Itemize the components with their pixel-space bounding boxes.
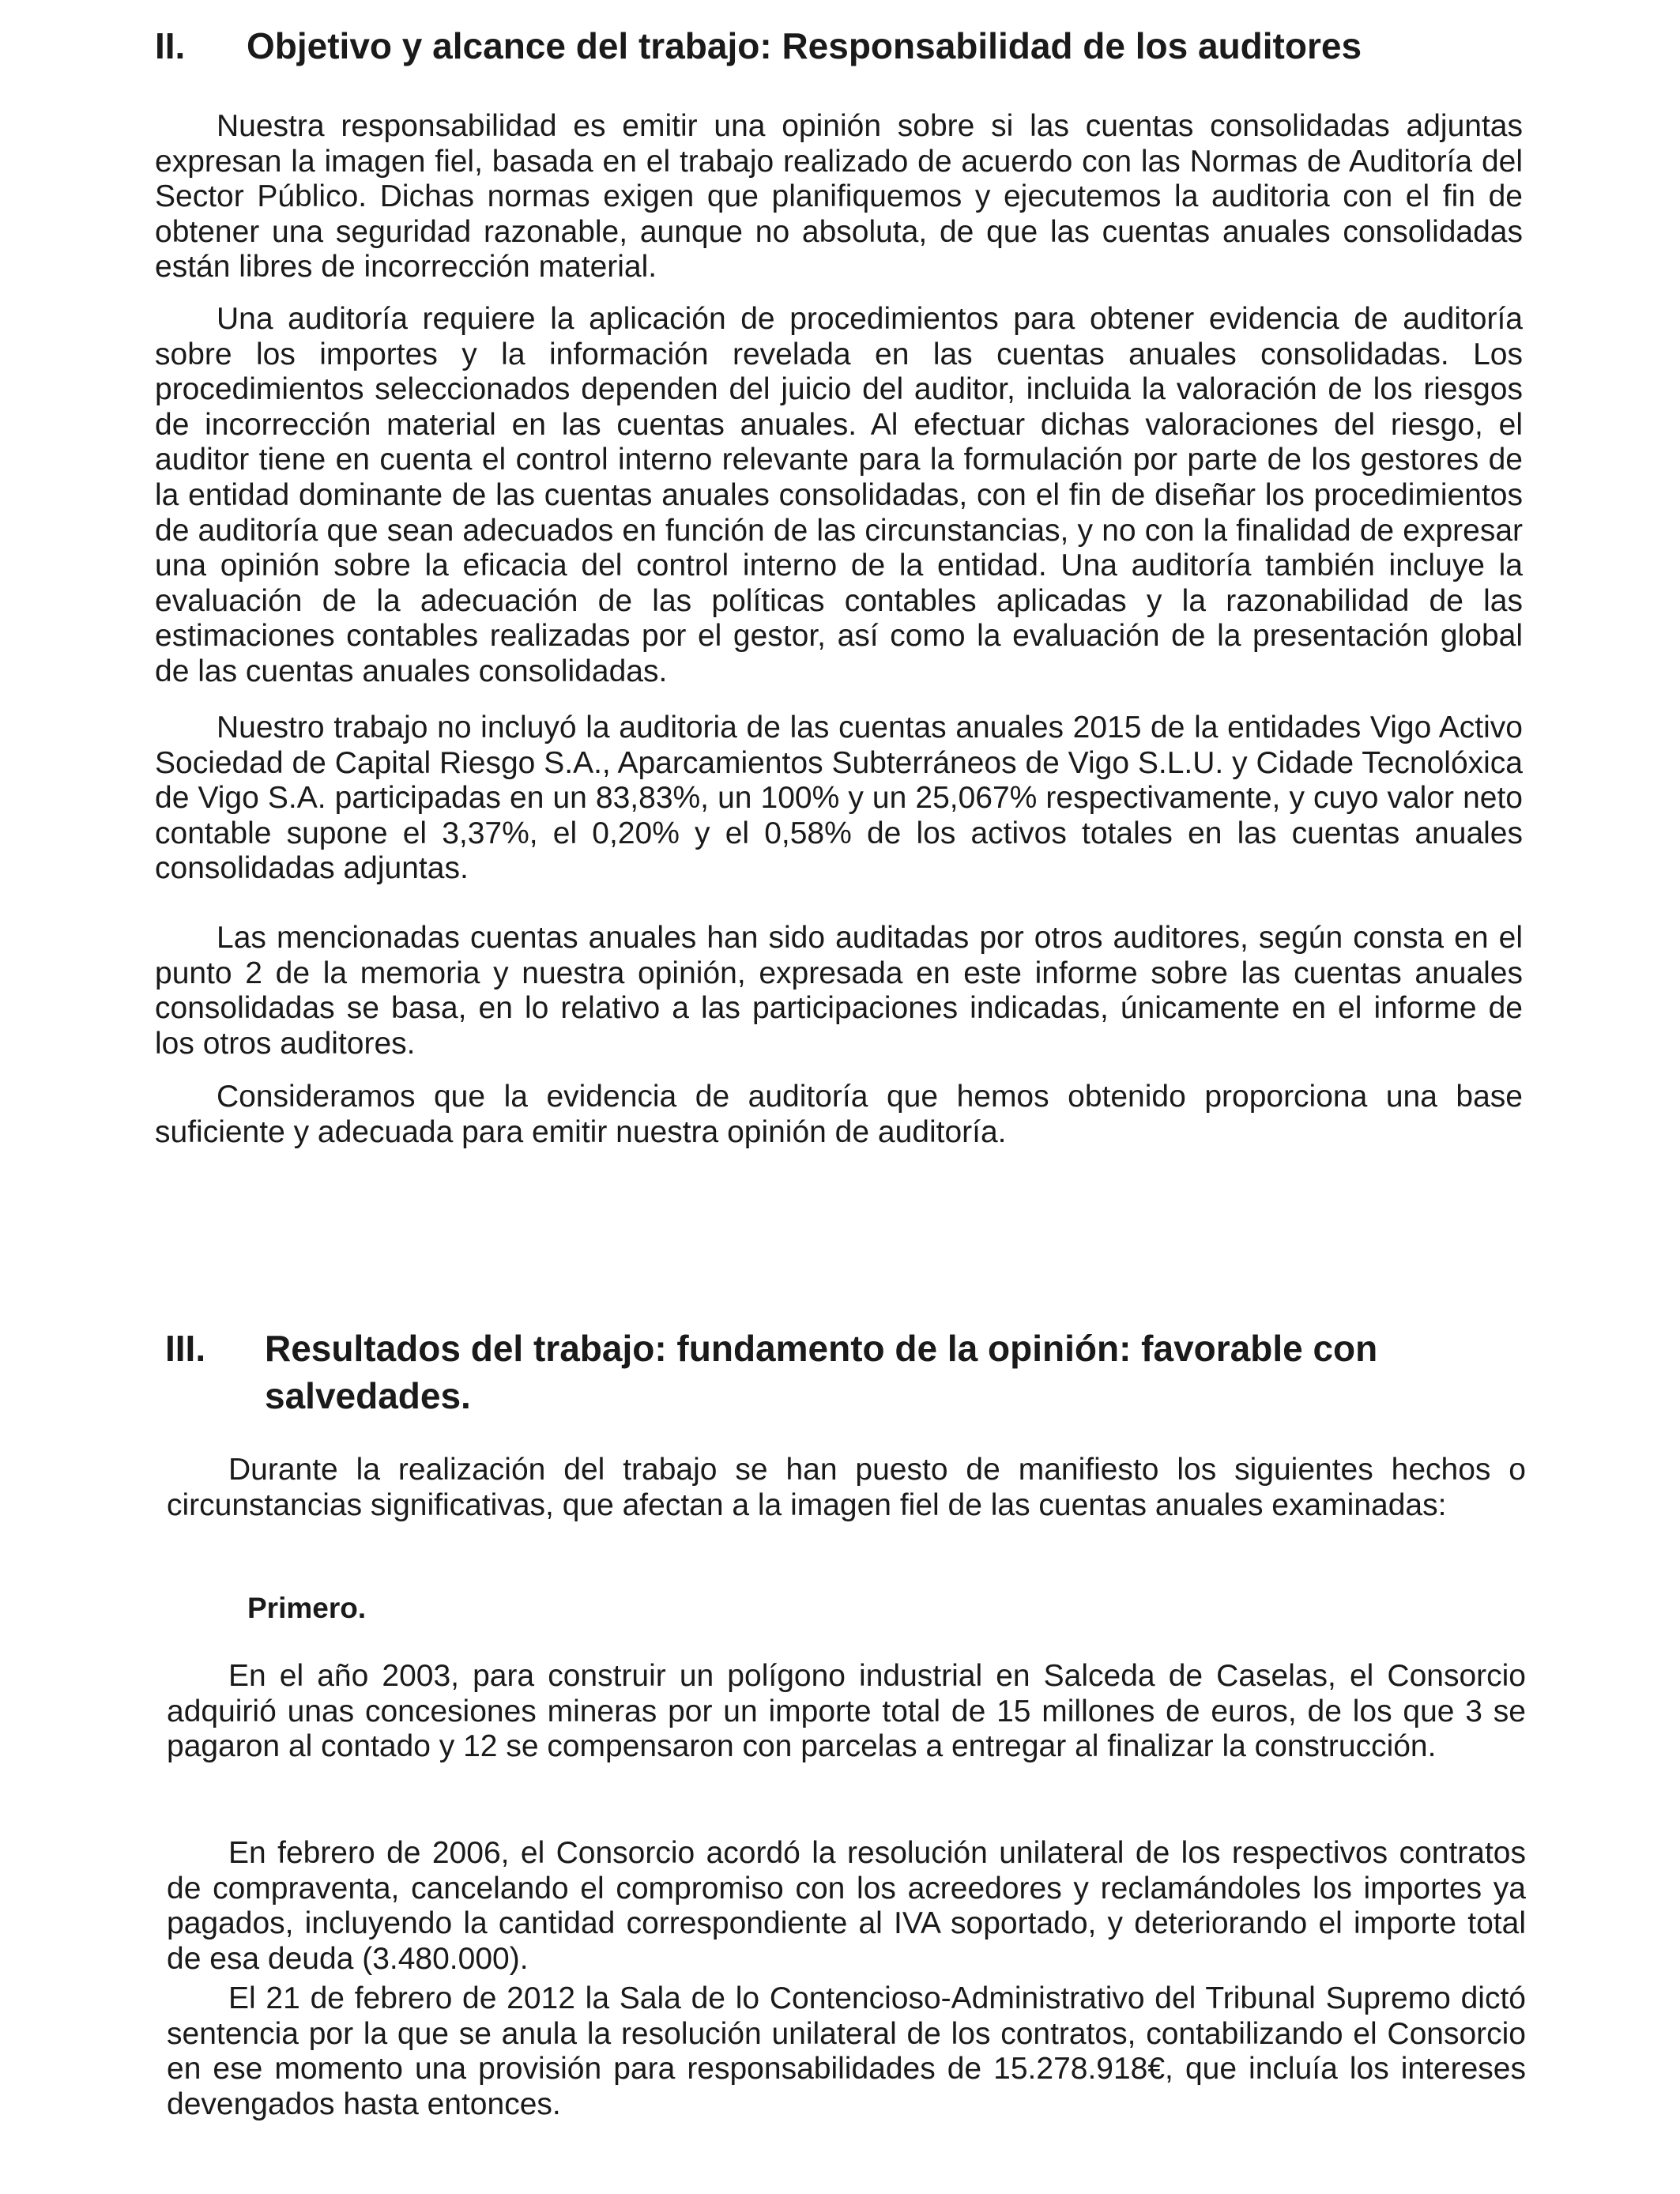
section-3-paragraph: El 21 de febrero de 2012 la Sala de lo Contencioso-Administrativo del Tribunal Supremo dictó sentencia por la que se anula la resolución unilateral de los contratos, contabilizando el Consorcio en ese momento una provisión para responsabilidades de 15.278.918€, que incluía los intereses devengados hasta entonces. xyxy=(167,1981,1526,2121)
section-2-paragraph: Nuestra responsabilidad es emitir una opinión sobre si las cuentas consolidadas adjuntas expresan la imagen fiel, basada en el trabajo realizado de acuerdo con las Normas de Auditoría del Sector Público. Dichas normas exigen que planifiquemos y ejecutemos la auditoria con el fin de obtener una seguridad razonable, aunque no absoluta, de que las cuentas anuales consolidadas están libres de incorrección material. xyxy=(155,109,1523,285)
section-2-title: Objetivo y alcance del trabajo: Responsabilidad de los auditores xyxy=(247,25,1362,66)
section-2-paragraph: Las mencionadas cuentas anuales han sido auditadas por otros auditores, según consta en el punto 2 de la memoria y nuestra opinión, expresada en este informe sobre las cuentas anuales consolidadas se basa, en lo relativo a las participaciones indicadas, únicamente en el informe de los otros auditores. xyxy=(155,921,1523,1061)
section-2-paragraph: Nuestro trabajo no incluyó la auditoria de las cuentas anuales 2015 de la entidades Vigo Activo Sociedad de Capital Riesgo S.A., Aparcamientos Subterráneos de Vigo S.L.U. y Cidade Tecnolóxica de Vigo S.A. participadas en un 83,83%, un 100% y un 25,067% respectivamente, y cuyo valor neto contable supone el 3,37%, el 0,20% y el 0,58% de los activos totales en las cuentas anuales consolidadas adjuntas. xyxy=(155,711,1523,886)
section-2-paragraph: Consideramos que la evidencia de auditoría que hemos obtenido proporciona una base suficiente y adecuada para emitir nuestra opinión de auditoría. xyxy=(155,1080,1523,1149)
section-3-paragraph: En febrero de 2006, el Consorcio acordó la resolución unilateral de los respectivos contratos de compraventa, cancelando el compromiso con los acreedores y reclamándoles los importes ya pagados, incluyendo la cantidad correspondiente al IVA soportado, y deteriorando el importe total de esa deuda (3.480.000). xyxy=(167,1836,1526,1976)
section-2-number: II. xyxy=(155,25,186,66)
section-2-heading xyxy=(155,22,1546,70)
section-3-intro: Durante la realización del trabajo se han puesto de manifiesto los siguientes hechos o circunstancias significativas, que afectan a la imagen fiel de las cuentas anuales examinadas: xyxy=(167,1453,1526,1522)
section-3-paragraph: En el año 2003, para construir un polígono industrial en Salceda de Caselas, el Consorcio adquirió unas concesiones mineras por un importe total de 15 millones de euros, de los que 3 se pagaron al contado y 12 se compensaron con parcelas a entregar al finalizar la construcción. xyxy=(167,1659,1526,1764)
section-3-number: III. xyxy=(165,1328,206,1369)
subheading-primero: Primero. xyxy=(247,1592,367,1624)
section-2-paragraph: Una auditoría requiere la aplicación de procedimientos para obtener evidencia de auditoría sobre los importes y la información revelada en las cuentas anuales consolidadas. Los procedimientos seleccionados dependen del juicio del auditor, incluida la valoración de los riesgos de incorrección material en las cuentas anuales. Al efectuar dichas valoraciones del riesgo, el auditor tiene en cuenta el control interno relevante para la formulación por parte de los gestores de la entidad dominante de las cuentas anuales consolidadas, con el fin de diseñar los procedimientos de auditoría que sean adecuados en función de las circunstancias, y no con la finalidad de expresar una opinión sobre la eficacia del control interno de la entidad. Una auditoría también incluye la evaluación de la adecuación de las políticas contables aplicadas y la razonabilidad de las estimaciones contables realizadas por el gestor, así como la evaluación de la presentación global de las cuentas anuales consolidadas. xyxy=(155,302,1523,688)
section-3-heading xyxy=(165,1325,1524,1419)
section-3-title: Resultados del trabajo: fundamento de la opinión: favorable con salvedades. xyxy=(265,1328,1378,1416)
